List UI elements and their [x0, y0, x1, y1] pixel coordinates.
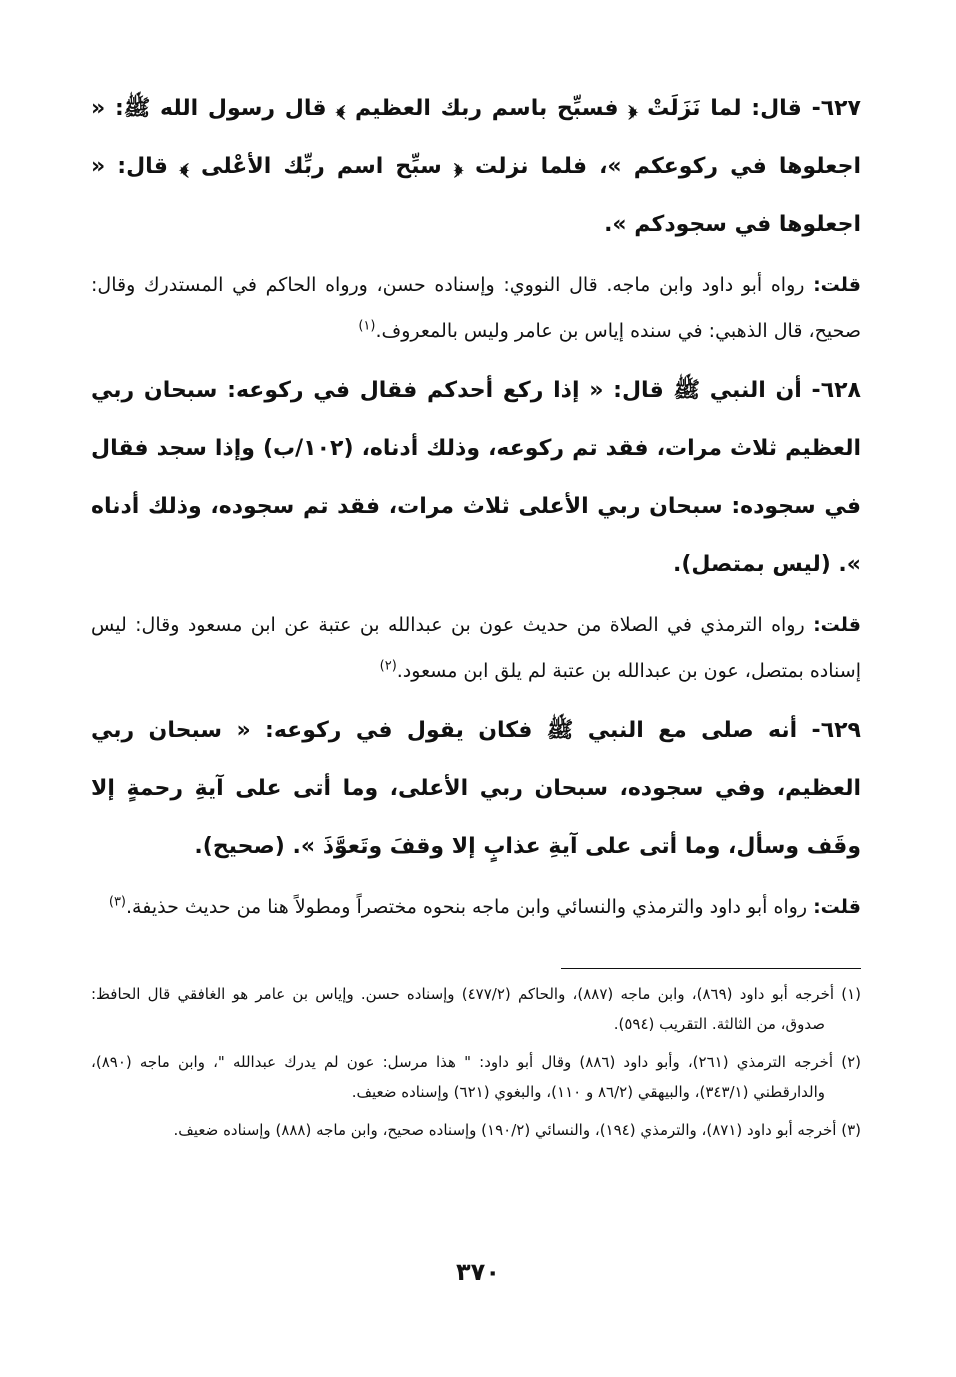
commentary-text: رواه أبو داود وابن ماجه. قال النووي: وإسناده حسن، ورواه الحاكم في المستدرك وقال: صحيح، قال الذهبي: في سنده إياس بن عامر وليس بالمعروف. — [91, 274, 861, 342]
footnote-divider — [561, 968, 861, 969]
hadith-627: ٦٢٧- قال: لما نَزَلَتْ ﴿ فسبِّح باسم ربك العظيم ﴾ قال رسول الله ﷺ: « اجعلوها في ركوعكم »، فلما نزلت ﴿ سبِّح اسم ربِّك الأعْلى ﴾ قال: « اجعلوها في سجودكم ». — [91, 96, 861, 237]
commentary-text: رواه أبو داود والترمذي والنسائي وابن ماجه بنحوه مختصراً ومطولاً هنا من حديث حذيفة. — [126, 896, 808, 918]
commentary-label: قلت: — [813, 896, 861, 918]
footnotes-section — [91, 968, 861, 1153]
footnote-ref-3: (٣) — [108, 894, 126, 910]
commentary-text: رواه الترمذي في الصلاة من حديث عون بن عبدالله بن عتبة عن ابن مسعود وقال: ليس إسناده بمتصل، عون بن عبدالله بن عتبة لم يلق ابن مسعود. — [91, 614, 861, 682]
footnote-2: (٢) أخرجه الترمذي (٢٦١)، وأبو داود (٨٨٦) وقال أبو داود: " هذا مرسل: عون لم يدرك عبدالله "، وابن ماجه (٨٩٠)، والدارقطني (٣٤٣/١)، والبيهقي (٨٦/٢ و ١١٠)، والبغوي (٦٢١) وإسناده ضعيف. — [91, 1053, 861, 1101]
commentary-627 — [91, 262, 861, 354]
hadith-628: ٦٢٨- أن النبي ﷺ قال: « إذا ركع أحدكم فقال في ركوعه: سبحان ربي العظيم ثلاث مرات، فقد تم ركوعه، وذلك أدناه، (١٠٢/ب) وإذا سجد فقال في سجوده: سبحان ربي الأعلى ثلاث مرات، فقد تم سجوده، وذلك أدناه ». (ليس بمتصل). — [91, 378, 861, 577]
commentary-628 — [91, 602, 861, 694]
footnote-ref-2: (٢) — [379, 658, 397, 674]
page-body — [91, 80, 861, 938]
hadith-629: ٦٢٩- أنه صلى مع النبي ﷺ فكان يقول في ركوعه: « سبحان ربي العظيم، وفي سجوده، سبحان ربي الأعلى، وما أتى على آيةِ رحمةٍ إلا وقَف وسأل، وما أتى على آيةِ عذابٍ إلا وقفَ وتَعوَّذَ ». (صحيح). — [91, 718, 861, 859]
page-number: ٣٧٠ — [456, 1258, 500, 1286]
footnote-3: (٣) أخرجه أبو داود (٨٧١)، والترمذي (١٩٤)، والنسائي (١٩٠/٢) وإسناده صحيح، وابن ماجه (٨٨٨) وإسناده ضعيف. — [173, 1121, 861, 1139]
commentary-label: قلت: — [813, 274, 861, 296]
commentary-629 — [91, 884, 861, 930]
footnote-1: (١) أخرجه أبو داود (٨٦٩)، وابن ماجه (٨٨٧)، والحاكم (٤٧٧/٢) وإسناده حسن. وإياس بن عامر هو الغافقي قال الحافظ: صدوق، من الثالثة. التقريب (٥٩٤). — [91, 985, 861, 1033]
commentary-label: قلت: — [813, 614, 861, 636]
footnote-ref-1: (١) — [358, 318, 376, 334]
